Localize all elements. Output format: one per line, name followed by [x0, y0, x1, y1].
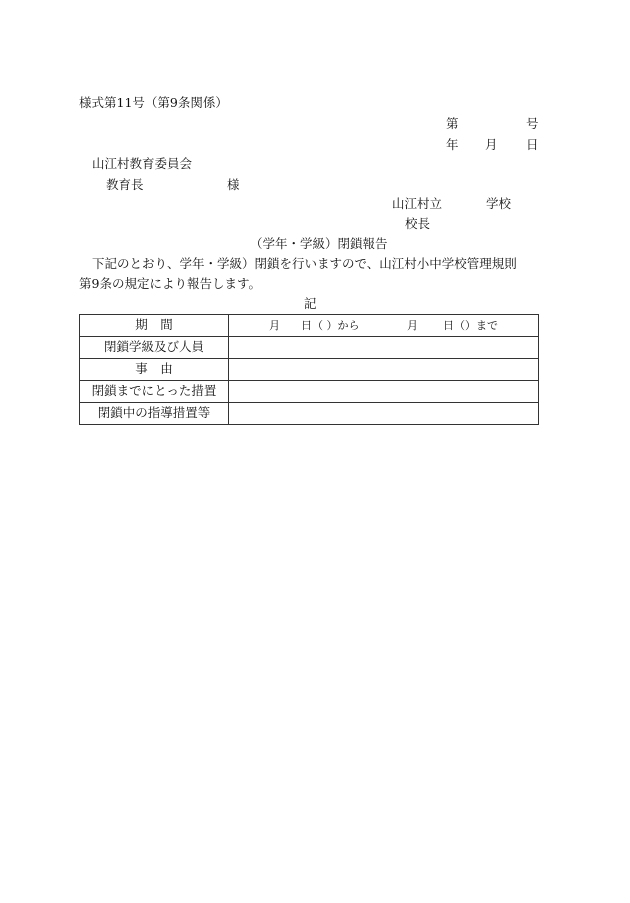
- sender-school-suffix: 学校: [486, 196, 512, 211]
- table-row: [80, 337, 539, 359]
- addressee-title: 教育長: [106, 177, 144, 192]
- body-line-2: 第9条の規定により報告します。: [79, 276, 261, 291]
- period-month-1: 月: [269, 319, 280, 332]
- doc-number-go: 号: [526, 116, 539, 131]
- report-table: [79, 314, 539, 425]
- date-day: 日: [526, 137, 539, 152]
- table-row: [80, 403, 539, 425]
- form-header: 様式第11号（第9条関係）: [79, 95, 228, 110]
- row-label: 事 由: [80, 359, 229, 381]
- date-month: 月: [485, 137, 498, 152]
- document-title: （学年・学級）閉鎖報告: [250, 236, 388, 251]
- row-value: [229, 359, 539, 381]
- body-line-1: 下記のとおり、学年・学級）閉鎖を行いますので、山江村小中学校管理規則: [92, 256, 517, 271]
- period-month-2: 月: [407, 319, 418, 332]
- sender-principal: 校長: [405, 216, 431, 231]
- table-row: [80, 315, 539, 337]
- table-row: [80, 359, 539, 381]
- period-day-1: 日（ ）から: [301, 319, 360, 332]
- row-value: [229, 381, 539, 403]
- row-label: 閉鎖中の指導措置等: [80, 403, 229, 425]
- row-value: [229, 403, 539, 425]
- row-label: 期 間: [80, 315, 229, 337]
- ki-label: 記: [304, 296, 317, 311]
- date-year: 年: [446, 137, 459, 152]
- row-value: [229, 337, 539, 359]
- period-day-2: 日（）まで: [443, 319, 498, 332]
- sender-school-prefix: 山江村立: [392, 196, 443, 211]
- row-label: 閉鎖学級及び人員: [80, 337, 229, 359]
- row-label: 閉鎖までにとった措置: [80, 381, 229, 403]
- table-row: [80, 381, 539, 403]
- doc-number-dai: 第: [446, 116, 459, 131]
- addressee-honorific: 様: [227, 177, 240, 192]
- addressee-org: 山江村教育委員会: [92, 156, 193, 171]
- period-value: [229, 315, 539, 337]
